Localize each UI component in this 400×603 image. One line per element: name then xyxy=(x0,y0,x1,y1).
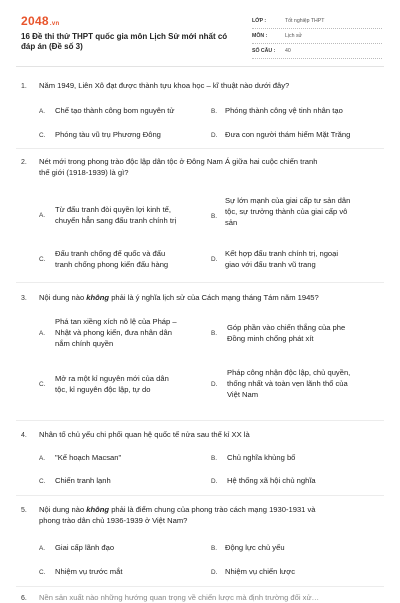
option-line: nắm chính quyền xyxy=(55,339,114,348)
question-stem: Năm 1949, Liên Xô đạt được thành tựu khoa học – kĩ thuật nào dưới đây? xyxy=(39,81,290,90)
option-text xyxy=(55,204,210,226)
option-line: Nhật và phong kiến, đưa nhân dân xyxy=(55,328,172,337)
meta-row-count xyxy=(252,44,382,59)
question-stem xyxy=(39,292,384,303)
option-letter: B. xyxy=(211,330,218,337)
logo-main: 2048 xyxy=(21,14,49,28)
question-number: 1. xyxy=(21,83,27,90)
meta-value: Lịch sử xyxy=(285,33,303,39)
option-line: Đồng minh chống phát xít xyxy=(227,334,314,343)
site-logo[interactable] xyxy=(21,14,59,28)
option-line: Kết hợp đấu tranh chính trị, ngoại xyxy=(225,249,339,258)
option-letter: A. xyxy=(39,545,46,552)
option-text xyxy=(227,322,387,344)
option-letter: A. xyxy=(39,330,46,337)
option-letter: A. xyxy=(39,455,46,462)
option-letter: B. xyxy=(211,455,218,462)
stem-emphasis: không xyxy=(86,293,110,302)
option-text: Giai cấp lãnh đạo xyxy=(55,543,115,552)
logo-suffix: .vn xyxy=(49,21,60,27)
question-number: 3. xyxy=(21,295,27,302)
option-text: Phóng tàu vũ trụ Phương Đông xyxy=(55,130,161,139)
option-letter: A. xyxy=(39,212,46,219)
option-text xyxy=(55,316,218,349)
option-line: giao với đấu tranh vũ trang xyxy=(225,260,316,269)
question-separator xyxy=(16,282,384,283)
meta-row-grade xyxy=(252,14,382,29)
option-letter: A. xyxy=(39,108,46,115)
option-text xyxy=(225,248,385,270)
question-number: 6. xyxy=(21,595,27,602)
option-text: Chiến tranh lạnh xyxy=(55,476,111,485)
option-text: Chủ nghĩa khủng bố xyxy=(227,453,296,462)
stem-text: Nội dung nào xyxy=(39,293,87,302)
option-text: Chế tạo thành công bom nguyên tử xyxy=(55,106,175,115)
option-text xyxy=(225,195,385,228)
option-letter: D. xyxy=(211,478,218,485)
question-stem: Nền sản xuất nào những hướng quan trọng về chiến lược mà định trường đối xử… xyxy=(39,593,320,602)
option-line: Góp phần vào chiến thắng của phe xyxy=(227,323,346,332)
meta-value: Tốt nghiệp THPT xyxy=(285,18,325,24)
option-letter: C. xyxy=(39,381,46,388)
option-letter: D. xyxy=(211,381,218,388)
header xyxy=(0,0,400,62)
question-number: 5. xyxy=(21,507,27,514)
stem-line: phong trào dân chủ 1936-1939 ở Việt Nam? xyxy=(39,516,188,525)
option-line: Phá tan xiềng xích nô lệ của Pháp – xyxy=(55,317,177,326)
option-letter: D. xyxy=(211,132,218,139)
option-letter: D. xyxy=(211,569,218,576)
question-stem xyxy=(39,156,384,178)
option-line: chuyển hẳn sang đấu tranh chính trị xyxy=(55,216,177,225)
option-letter: C. xyxy=(39,478,46,485)
option-text: Đưa con người thám hiểm Mặt Trăng xyxy=(225,130,351,139)
stem-line xyxy=(39,504,384,515)
header-divider xyxy=(16,66,384,67)
option-line: Mở ra một kỉ nguyên mới của dân xyxy=(55,374,169,383)
question-separator xyxy=(16,495,384,496)
question-separator xyxy=(16,420,384,421)
meta-key: MÔN : xyxy=(252,33,268,39)
question-separator xyxy=(16,586,384,587)
option-text: Nhiệm vụ trước mắt xyxy=(55,567,123,576)
option-letter: B. xyxy=(211,545,218,552)
option-text: Nhiệm vụ chiến lược xyxy=(225,567,295,576)
question-stem: Nhân tố chủ yếu chi phối quan hệ quốc tế nửa sau thế kỉ XX là xyxy=(39,430,250,439)
question-separator xyxy=(16,148,384,149)
option-line: thống nhất và toàn vẹn lãnh thổ của xyxy=(227,379,348,388)
option-text: Động lực chủ yếu xyxy=(225,543,285,552)
meta-key: SỐ CÂU : xyxy=(252,48,276,54)
stem-text: phải là ý nghĩa lịch sử của Cách mạng tháng Tám năm 1945? xyxy=(109,293,319,302)
option-line: tranh chống phong kiến đấu hàng xyxy=(55,260,169,269)
option-line: sản xyxy=(225,218,238,227)
option-letter: C. xyxy=(39,256,46,263)
option-line: Sự lớn mạnh của giai cấp tư sản dân xyxy=(225,196,351,205)
stem-text: Nội dung nào xyxy=(39,505,87,514)
question-stem xyxy=(39,504,384,526)
stem-emphasis: không xyxy=(86,505,110,514)
option-line: tộc, sự trưởng thành của giai cấp vô xyxy=(225,207,348,216)
option-text: Hệ thống xã hội chủ nghĩa xyxy=(227,476,316,485)
question-number: 2. xyxy=(21,159,27,166)
question-number: 4. xyxy=(21,432,27,439)
option-letter: C. xyxy=(39,132,46,139)
meta-value: 40 xyxy=(285,48,291,54)
option-letter: B. xyxy=(211,213,218,220)
stem-line: Nét mới trong phong trào độc lập dân tộc ở Đông Nam Á giữa hai cuộc chiến tranh xyxy=(39,157,318,166)
meta-panel xyxy=(252,14,382,59)
option-text: Phóng thành công vệ tinh nhân tạo xyxy=(225,106,343,115)
meta-row-subject xyxy=(252,29,382,44)
option-line: Việt Nam xyxy=(227,390,259,399)
option-text xyxy=(55,248,210,270)
stem-text: phải là điểm chung của phong trào cách mạng 1930-1931 và xyxy=(109,505,316,514)
option-text xyxy=(227,367,387,400)
stem-line: thế giới (1918-1939) là gì? xyxy=(39,168,129,177)
option-line: Pháp công nhận độc lập, chủ quyền, xyxy=(227,368,351,377)
option-letter: D. xyxy=(211,256,218,263)
meta-key: LỚP : xyxy=(252,18,267,24)
option-line: Từ đấu tranh đòi quyền lợi kinh tế, xyxy=(55,205,172,214)
document-title: 16 Đề thi thử THPT quốc gia môn Lịch Sử mới nhất có đáp án (Đề số 3) xyxy=(21,32,228,51)
option-letter: C. xyxy=(39,569,46,576)
option-text: "Kế hoạch Macsan" xyxy=(55,453,122,462)
option-line: Đấu tranh chống đế quốc và đấu xyxy=(55,249,166,258)
option-letter: B. xyxy=(211,108,218,115)
option-line: tộc, kỉ nguyên độc lập, tự do xyxy=(55,385,151,394)
option-text xyxy=(55,373,210,395)
